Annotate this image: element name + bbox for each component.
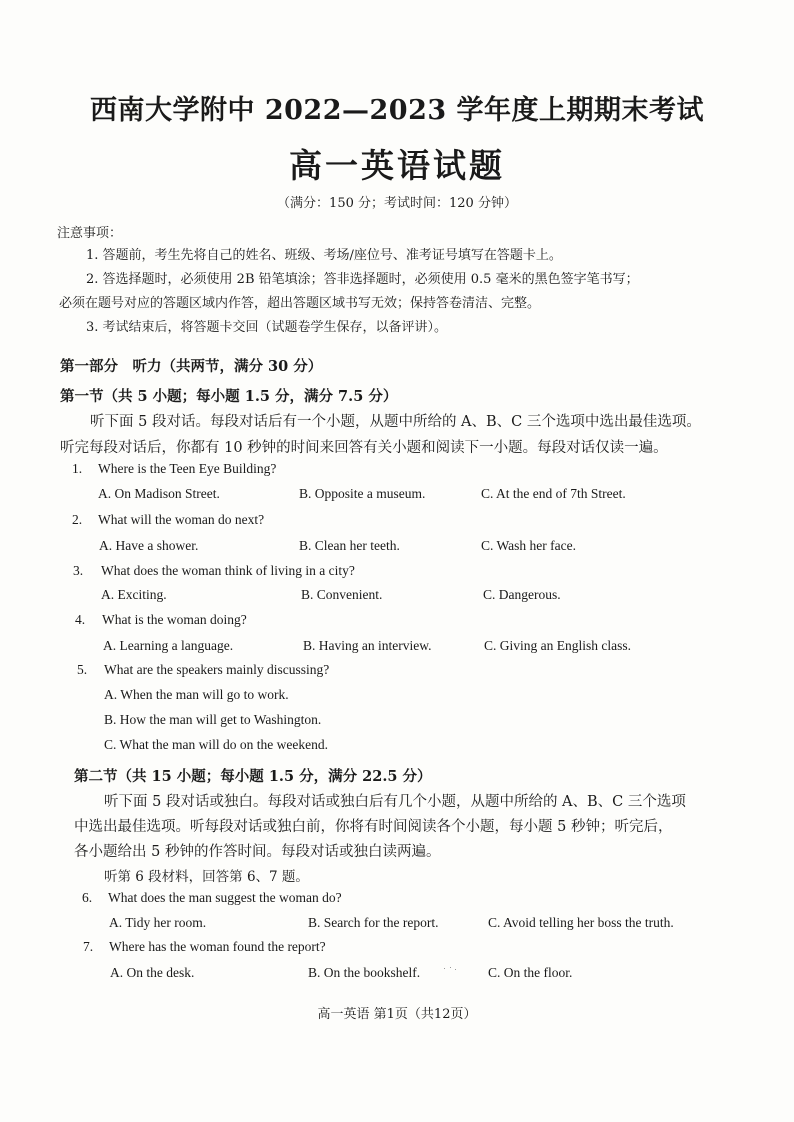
page-footer: 高一英语 第1页（共12页） [317,1007,477,1022]
question-1-number: 1. [72,461,83,476]
question-7-number: 7. [83,939,94,954]
notes-item-3: 3. 考试结束后，将答题卡交回（试题卷学生保存，以备评讲）。 [86,320,448,335]
question-2-number: 2. [72,512,83,527]
question-5-text: What are the speakers mainly discussing? [104,662,330,677]
school-title: 西南大学附中 2022—2023 学年度上期期末考试 [89,95,705,126]
question-6-option-c: C. Avoid telling her boss the truth. [488,915,674,930]
question-4-option-b: B. Having an interview. [303,638,432,653]
question-2-option-b: B. Clean her teeth. [299,538,400,553]
question-7-option-c: C. On the floor. [488,965,573,980]
section2-instructions-line-3: 各小题给出 5 秒钟的作答时间。每段对话或独白读两遍。 [74,844,441,860]
section2-instructions-line-1: 听下面 5 段对话或独白。每段对话或独白后有几个小题，从题中所给的 A、B、C 三个选项 [104,794,686,810]
question-2-option-a: A. Have a shower. [99,538,199,553]
question-5-option-c: C. What the man will do on the weekend. [104,737,328,752]
exam-title: 高一英语试题 [289,146,505,185]
question-6-option-b: B. Search for the report. [308,915,439,930]
section1-heading: 第一节（共 5 小题；每小题 1.5 分，满分 7.5 分） [60,388,398,405]
question-7-text: Where has the woman found the report? [109,939,326,954]
question-3-option-a: A. Exciting. [101,587,167,602]
question-5-number: 5. [77,662,88,677]
question-1-text: Where is the Teen Eye Building? [98,461,277,476]
section2-instructions-line-2: 中选出最佳选项。听每段对话或独白前，你将有时间阅读各个小题，每小题 5 秒钟；听完后， [74,819,673,835]
question-4-number: 4. [75,612,86,627]
question-3-option-c: C. Dangerous. [483,587,561,602]
notes-item-1: 1. 答题前，考生先将自己的姓名、班级、考场/座位号、准考证号填写在答题卡上。 [86,248,562,263]
question-4-text: What is the woman doing? [102,612,247,627]
scan-speck [443,966,459,972]
question-2-option-c: C. Wash her face. [481,538,577,553]
question-7-option-b: B. On the bookshelf. [308,965,421,980]
section1-instructions-line-2: 听完每段对话后，你都有 10 秒钟的时间来回答有关小题和阅读下一小题。每段对话仅读一遍。 [60,440,668,456]
question-3-option-b: B. Convenient. [301,587,383,602]
question-6-number: 6. [82,890,93,905]
question-5-option-b: B. How the man will get to Washington. [104,712,322,727]
section1-instructions-line-1: 听下面 5 段对话。每段对话后有一个小题，从题中所给的 A、B、C 三个选项中选出最佳选项。 [90,414,701,430]
question-6-option-a: A. Tidy her room. [109,915,207,930]
question-3-text: What does the woman think of living in a city? [101,563,355,578]
notes-heading: 注意事项： [57,226,123,241]
question-7-option-a: A. On the desk. [110,965,195,980]
material-note: 听第 6 段材料，回答第 6、7 题。 [104,869,309,885]
question-4-option-c: C. Giving an English class. [484,638,631,653]
part1-heading: 第一部分 听力（共两节，满分 30 分） [60,358,323,375]
question-3-number: 3. [73,563,84,578]
question-5-option-a: A. When the man will go to work. [104,687,289,702]
notes-item-2-line-2: 必须在题号对应的答题区域内作答，超出答题区域书写无效；保持答卷清洁、完整。 [59,296,541,311]
question-2-text: What will the woman do next? [98,512,265,527]
exam-meta: （满分：150 分；考试时间：120 分钟） [277,196,517,211]
question-1-option-c: C. At the end of 7th Street. [481,486,626,501]
question-1-option-b: B. Opposite a museum. [299,486,426,501]
question-6-text: What does the man suggest the woman do? [108,890,342,905]
notes-item-2-line-1: 2. 答选择题时，必须使用 2B 铅笔填涂；答非选择题时，必须使用 0.5 毫米的黑色签字笔书写； [86,272,639,287]
question-4-option-a: A. Learning a language. [103,638,234,653]
section2-heading: 第二节（共 15 小题；每小题 1.5 分，满分 22.5 分） [74,768,432,785]
question-1-option-a: A. On Madison Street. [98,486,220,501]
